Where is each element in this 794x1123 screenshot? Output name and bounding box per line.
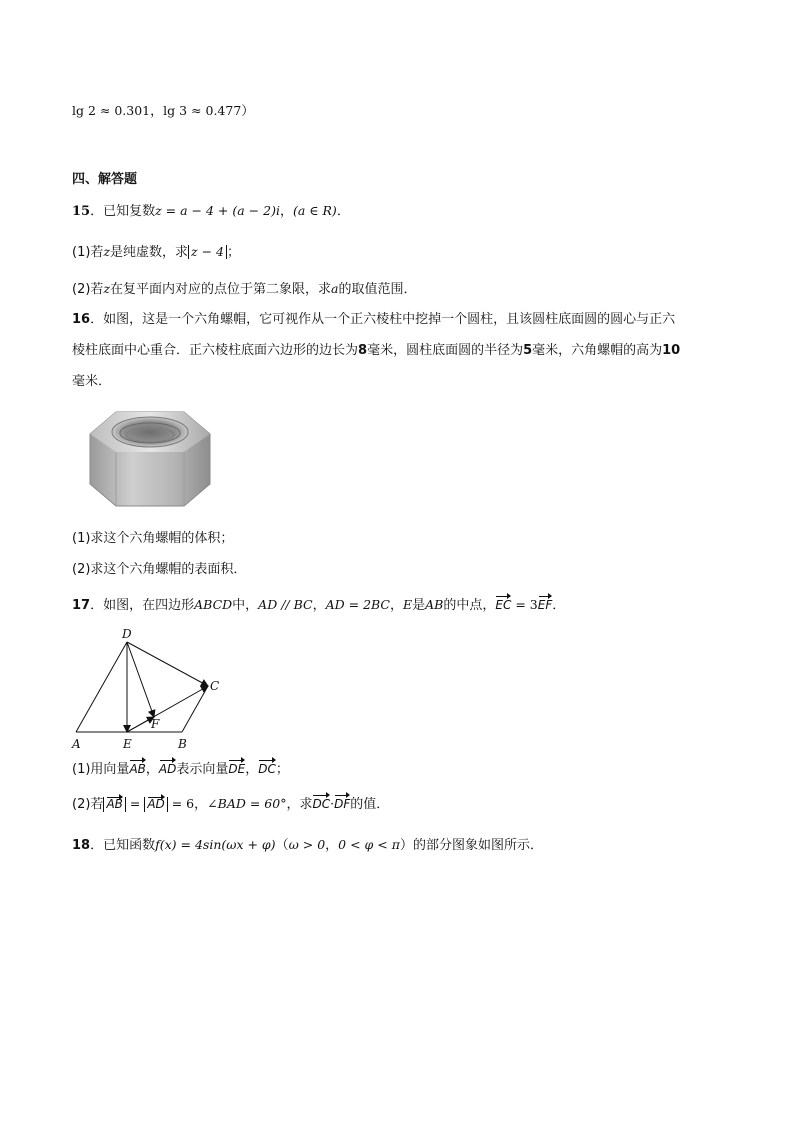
question-17-part-2: (2)若 AB = AD = 6，∠BAD = 60°，求DC·DF的值．	[72, 796, 390, 812]
question-15-part-2: (2)若z在复平面内对应的点位于第二象限，求a的取值范围．	[72, 281, 417, 297]
question-number: 18	[72, 838, 91, 853]
vector-ec: EC	[495, 598, 512, 612]
section-heading: 四、解答题	[72, 172, 138, 187]
segment-dc	[127, 642, 208, 686]
question-16-line-2: 棱柱底面中心重合．正六棱柱底面六边形的边长为8毫米，圆柱底面圆的半径为5毫米，六角螺帽的高为10	[72, 343, 681, 358]
question-16-part-1: (1)求这个六角螺帽的体积；	[72, 531, 234, 546]
question-16-line-1: 16．如图，这是一个六角螺帽，它可视作从一个正六棱柱中挖掉一个圆柱，且该圆柱底面圆的圆心与正六	[72, 312, 676, 327]
complex-expression: z = a − 4 + (a − 2)i	[155, 203, 280, 218]
question-number: 15	[72, 204, 91, 219]
label-a: A	[72, 737, 81, 751]
hex-nut-photo	[76, 402, 221, 512]
condition: (a ∈ R)	[292, 203, 337, 218]
question-16-part-2: (2)求这个六角螺帽的表面积．	[72, 562, 247, 577]
question-16-line-3: 毫米．	[72, 374, 112, 389]
question-17-part-1: (1)用向量AB，AD表示向量DE，DC；	[72, 762, 289, 777]
segment-ad	[76, 642, 127, 732]
vector-df	[127, 642, 154, 717]
question-18: 18．已知函数f(x) = 4sin(ωx + φ)（ω > 0，0 < φ < π）的部分图象如图所示．	[72, 837, 543, 853]
vector-ef: EF	[537, 598, 553, 612]
function-expression: f(x) = 4sin(ωx + φ)	[155, 837, 276, 852]
lg3-value: lg 3 ≈ 0.477	[163, 103, 242, 118]
question-15-part-1: (1)若z是纯虚数，求 z − 4 ；	[72, 244, 241, 260]
lg2-value: lg 2 ≈ 0.301	[72, 103, 151, 118]
label-b: B	[178, 737, 187, 751]
angle-condition: ∠BAD = 60°	[207, 796, 287, 811]
question-17: 17．如图，在四边形ABCD中，AD // BC，AD = 2BC，E是AB的中点，EC = 3EF．	[72, 597, 566, 613]
question-15: 15．已知复数z = a − 4 + (a − 2)i，(a ∈ R)．	[72, 203, 350, 219]
absolute-value: z − 4	[188, 245, 227, 259]
continuation-line: lg 2 ≈ 0.301，lg 3 ≈ 0.477）	[72, 103, 255, 119]
question-number: 17	[72, 598, 91, 613]
label-f: F	[151, 717, 160, 731]
label-d: D	[122, 627, 132, 641]
label-c: C	[210, 679, 220, 693]
label-e: E	[123, 737, 132, 751]
vector-ef	[127, 717, 154, 732]
question-number: 16	[72, 312, 91, 327]
quadrilateral-figure	[62, 622, 232, 754]
